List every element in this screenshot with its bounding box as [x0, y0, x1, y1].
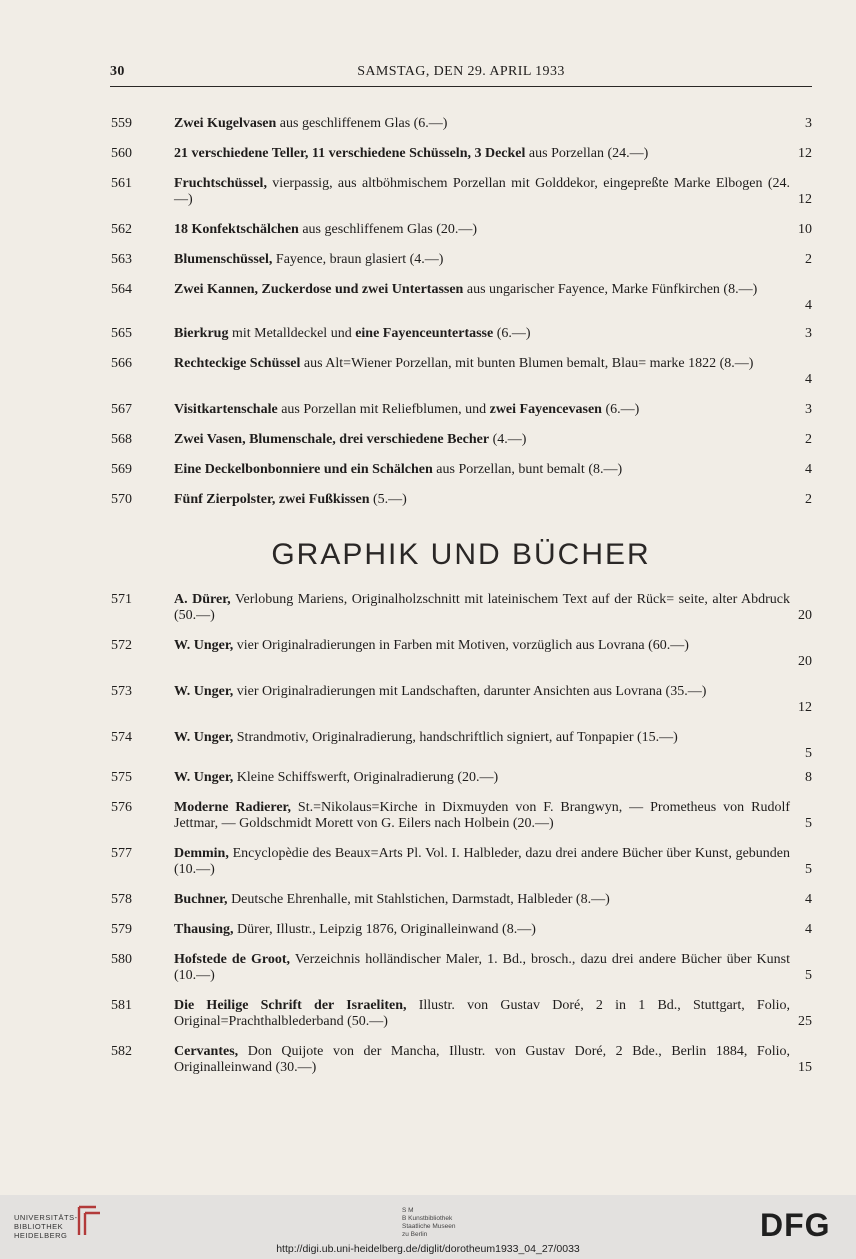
- lot-price: 4: [805, 922, 812, 937]
- lot-details: aus geschliffenem Glas (6.—): [276, 116, 448, 131]
- lot-title: W. Unger,: [174, 684, 234, 699]
- lot-description: [174, 146, 790, 162]
- page-header: [110, 64, 812, 84]
- lot-description: [174, 684, 790, 700]
- lot-details: Dürer, Illustr., Leipzig 1876, Originalleinwand (8.—): [233, 922, 536, 937]
- lot-details: aus Porzellan (24.—): [525, 146, 649, 161]
- dfg-logo: DFG: [760, 1207, 831, 1243]
- lot-title: A. Dürer,: [174, 592, 231, 607]
- lot-price: 4: [805, 892, 812, 907]
- lot-description: [174, 326, 790, 342]
- lot-number: 577: [111, 846, 132, 861]
- lot-title: Moderne Radierer,: [174, 800, 291, 815]
- lot-title: Zwei Kugelvasen: [174, 116, 277, 131]
- lot-number: 562: [111, 222, 132, 237]
- lot-number: 578: [111, 892, 132, 907]
- lot-description: [174, 432, 790, 448]
- lot-title: Eine Deckelbonbonniere und ein Schälchen: [174, 462, 433, 477]
- lot-details: St.=Nikolaus=Kirche in Dixmuyden von F. Brangwyn, — Prometheus von Rudolf Jettmar, — Goldschmidt Morett von G. Eilers nach Holbein (20.—): [174, 800, 791, 831]
- lot-title: 21 verschiedene Teller, 11 verschiedene Schüsseln, 3 Deckel: [174, 146, 526, 161]
- source-url-link[interactable]: http://digi.ub.uni-heidelberg.de/diglit/dorotheum1933_04_27/0033: [276, 1243, 580, 1255]
- lot-price: 5: [805, 746, 812, 761]
- lot-details: Fayence, braun glasiert (4.—): [272, 252, 444, 267]
- lot-number: 575: [111, 770, 132, 785]
- lot-details: aus Alt=Wiener Porzellan, mit bunten Blumen bemalt, Blau= marke 1822 (8.—): [300, 356, 754, 371]
- lot-title: Visitkartenschale: [174, 402, 278, 417]
- lot-details: Deutsche Ehrenhalle, mit Stahlstichen, Darmstadt, Halbleder (8.—): [227, 892, 610, 907]
- lot-title: Fruchtschüssel,: [174, 176, 267, 191]
- lot-description: [174, 462, 790, 478]
- lot-number: 572: [111, 638, 132, 653]
- museum-stamp: S M B Kunstbibliothek Staatliche Museen zu Berlin: [402, 1207, 456, 1238]
- lot-title: Blumenschüssel,: [174, 252, 273, 267]
- lot-description: [174, 770, 790, 786]
- lot-title: Buchner,: [174, 892, 228, 907]
- lot-details: (4.—): [489, 432, 527, 447]
- lot-number: 566: [111, 356, 132, 371]
- lot-title: Zwei Vasen, Blumenschale, drei verschiedene Becher: [174, 432, 490, 447]
- lot-title: Cervantes,: [174, 1044, 239, 1059]
- lot-number: 579: [111, 922, 132, 937]
- lot-number: 571: [111, 592, 132, 607]
- lot-title: W. Unger,: [174, 730, 234, 745]
- lot-description: [174, 356, 790, 372]
- lot-title: Thausing,: [174, 922, 234, 937]
- lot-number: 582: [111, 1044, 132, 1059]
- lot-price: 20: [798, 608, 812, 623]
- lot-price: 12: [798, 700, 812, 715]
- lot-number: 561: [111, 176, 132, 191]
- lot-number: 576: [111, 800, 132, 815]
- lot-price: 3: [805, 402, 812, 417]
- lot-title: Zwei Kannen, Zuckerdose und zwei Untertassen: [174, 282, 464, 297]
- lot-number: 574: [111, 730, 132, 745]
- lot-number: 568: [111, 432, 132, 447]
- lot-price: 15: [798, 1060, 812, 1075]
- lot-price: 4: [805, 462, 812, 477]
- lot-title: Rechteckige Schüssel: [174, 356, 301, 371]
- lot-details: vierpassig, aus altböhmischem Porzellan mit Golddekor, eingepreßte Marke Elbogen (24.—): [174, 176, 790, 207]
- lot-details: (5.—): [369, 492, 407, 507]
- digitization-footer: [0, 1195, 856, 1259]
- lot-number: 570: [111, 492, 132, 507]
- lot-description: [174, 1044, 790, 1076]
- lot-details-secondary: (6.—): [601, 402, 640, 417]
- lot-description: [174, 998, 790, 1030]
- lot-details: vier Originalradierungen mit Landschaften, darunter Ansichten aus Lovrana (35.—): [233, 684, 707, 699]
- lot-title: Die Heilige Schrift der Israeliten,: [174, 998, 407, 1013]
- lot-details: aus Porzellan mit Reliefblumen, und: [277, 402, 490, 417]
- lot-details-secondary: (6.—): [493, 326, 531, 341]
- page-number: 30: [110, 64, 125, 79]
- lot-details: aus ungarischer Fayence, Marke Fünfkirchen (8.—): [463, 282, 758, 297]
- lot-description: [174, 402, 790, 418]
- lot-price: 2: [805, 492, 812, 507]
- lot-price: 12: [798, 146, 812, 161]
- lot-price: 5: [805, 968, 812, 983]
- lot-title-secondary: zwei Fayencevasen: [489, 402, 602, 417]
- lot-number: 564: [111, 282, 132, 297]
- lot-description: [174, 952, 790, 984]
- lot-details: aus geschliffenem Glas (20.—): [298, 222, 478, 237]
- lot-details: mit Metalldeckel und: [228, 326, 356, 341]
- lot-price: 5: [805, 862, 812, 877]
- lot-details: Illustr. von Gustav Doré, 2 in 1 Bd., Stuttgart, Folio, Original=Prachthalblederband (50.—): [174, 998, 791, 1029]
- lot-details: Kleine Schiffswerft, Originalradierung (20.—): [233, 770, 499, 785]
- lot-title: W. Unger,: [174, 638, 234, 653]
- lot-price: 3: [805, 326, 812, 341]
- lot-title: 18 Konfektschälchen: [174, 222, 299, 237]
- header-rule: [110, 86, 812, 87]
- lot-details: Strandmotiv, Originalradierung, handschriftlich signiert, auf Tonpapier (15.—): [233, 730, 678, 745]
- lot-title: Bierkrug: [174, 326, 229, 341]
- lot-price: 3: [805, 116, 812, 131]
- lot-description: [174, 252, 790, 268]
- lot-number: 560: [111, 146, 132, 161]
- lot-details: vier Originalradierungen in Farben mit Motiven, vorzüglich aus Lovrana (60.—): [233, 638, 689, 653]
- lot-price: 12: [798, 192, 812, 207]
- lot-description: [174, 116, 790, 132]
- lot-details: aus Porzellan, bunt bemalt (8.—): [432, 462, 623, 477]
- library-name: UNIVERSITÄTS- BIBLIOTHEK HEIDELBERG: [14, 1213, 78, 1240]
- lot-details: Encyclopèdie des Beaux=Arts Pl. Vol. I. Halbleder, dazu drei andere Bücher über Kunst, gebunden (10.—): [174, 846, 790, 877]
- lot-price: 10: [798, 222, 812, 237]
- lot-description: [174, 730, 790, 746]
- lot-number: 580: [111, 952, 132, 967]
- lot-description: [174, 892, 790, 908]
- section-title: GRAPHIK UND BÜCHER: [271, 538, 651, 571]
- lot-description: [174, 282, 790, 298]
- lot-title: Demmin,: [174, 846, 229, 861]
- lot-description: [174, 846, 790, 878]
- lot-number: 565: [111, 326, 132, 341]
- lot-title: W. Unger,: [174, 770, 234, 785]
- lot-description: [174, 222, 790, 238]
- lot-price: 2: [805, 432, 812, 447]
- lot-price: 5: [805, 816, 812, 831]
- lot-details: Don Quijote von der Mancha, Illustr. von Gustav Doré, 2 Bde., Berlin 1884, Folio, Originalleinwand (30.—): [174, 1044, 790, 1075]
- lot-number: 563: [111, 252, 132, 267]
- lot-description: [174, 800, 790, 832]
- lot-details: Verlobung Mariens, Originalholzschnitt mit lateinischem Text auf der Rück= seite, alter Abdruck (50.—): [174, 592, 790, 623]
- lot-description: [174, 638, 790, 654]
- lot-price: 4: [805, 372, 812, 387]
- lot-number: 573: [111, 684, 132, 699]
- lot-details: Verzeichnis holländischer Maler, 1. Bd., brosch., dazu drei andere Bücher über Kunst (10.—): [174, 952, 791, 983]
- lot-price: 25: [798, 1014, 812, 1029]
- lot-price: 20: [798, 654, 812, 669]
- lot-price: 2: [805, 252, 812, 267]
- lot-number: 567: [111, 402, 132, 417]
- lot-title: Fünf Zierpolster, zwei Fußkissen: [174, 492, 370, 507]
- lot-price: 4: [805, 298, 812, 313]
- lot-number: 569: [111, 462, 132, 477]
- lot-description: [174, 592, 790, 624]
- lot-description: [174, 176, 790, 208]
- lot-number: 559: [111, 116, 132, 131]
- lot-title: Hofstede de Groot,: [174, 952, 291, 967]
- header-title: SAMSTAG, DEN 29. APRIL 1933: [357, 64, 565, 79]
- lot-price: 8: [805, 770, 812, 785]
- lot-title-secondary: eine Fayenceuntertasse: [355, 326, 494, 341]
- library-logo-icon: [76, 1205, 102, 1237]
- lot-number: 581: [111, 998, 132, 1013]
- lot-description: [174, 922, 790, 938]
- lot-description: [174, 492, 790, 508]
